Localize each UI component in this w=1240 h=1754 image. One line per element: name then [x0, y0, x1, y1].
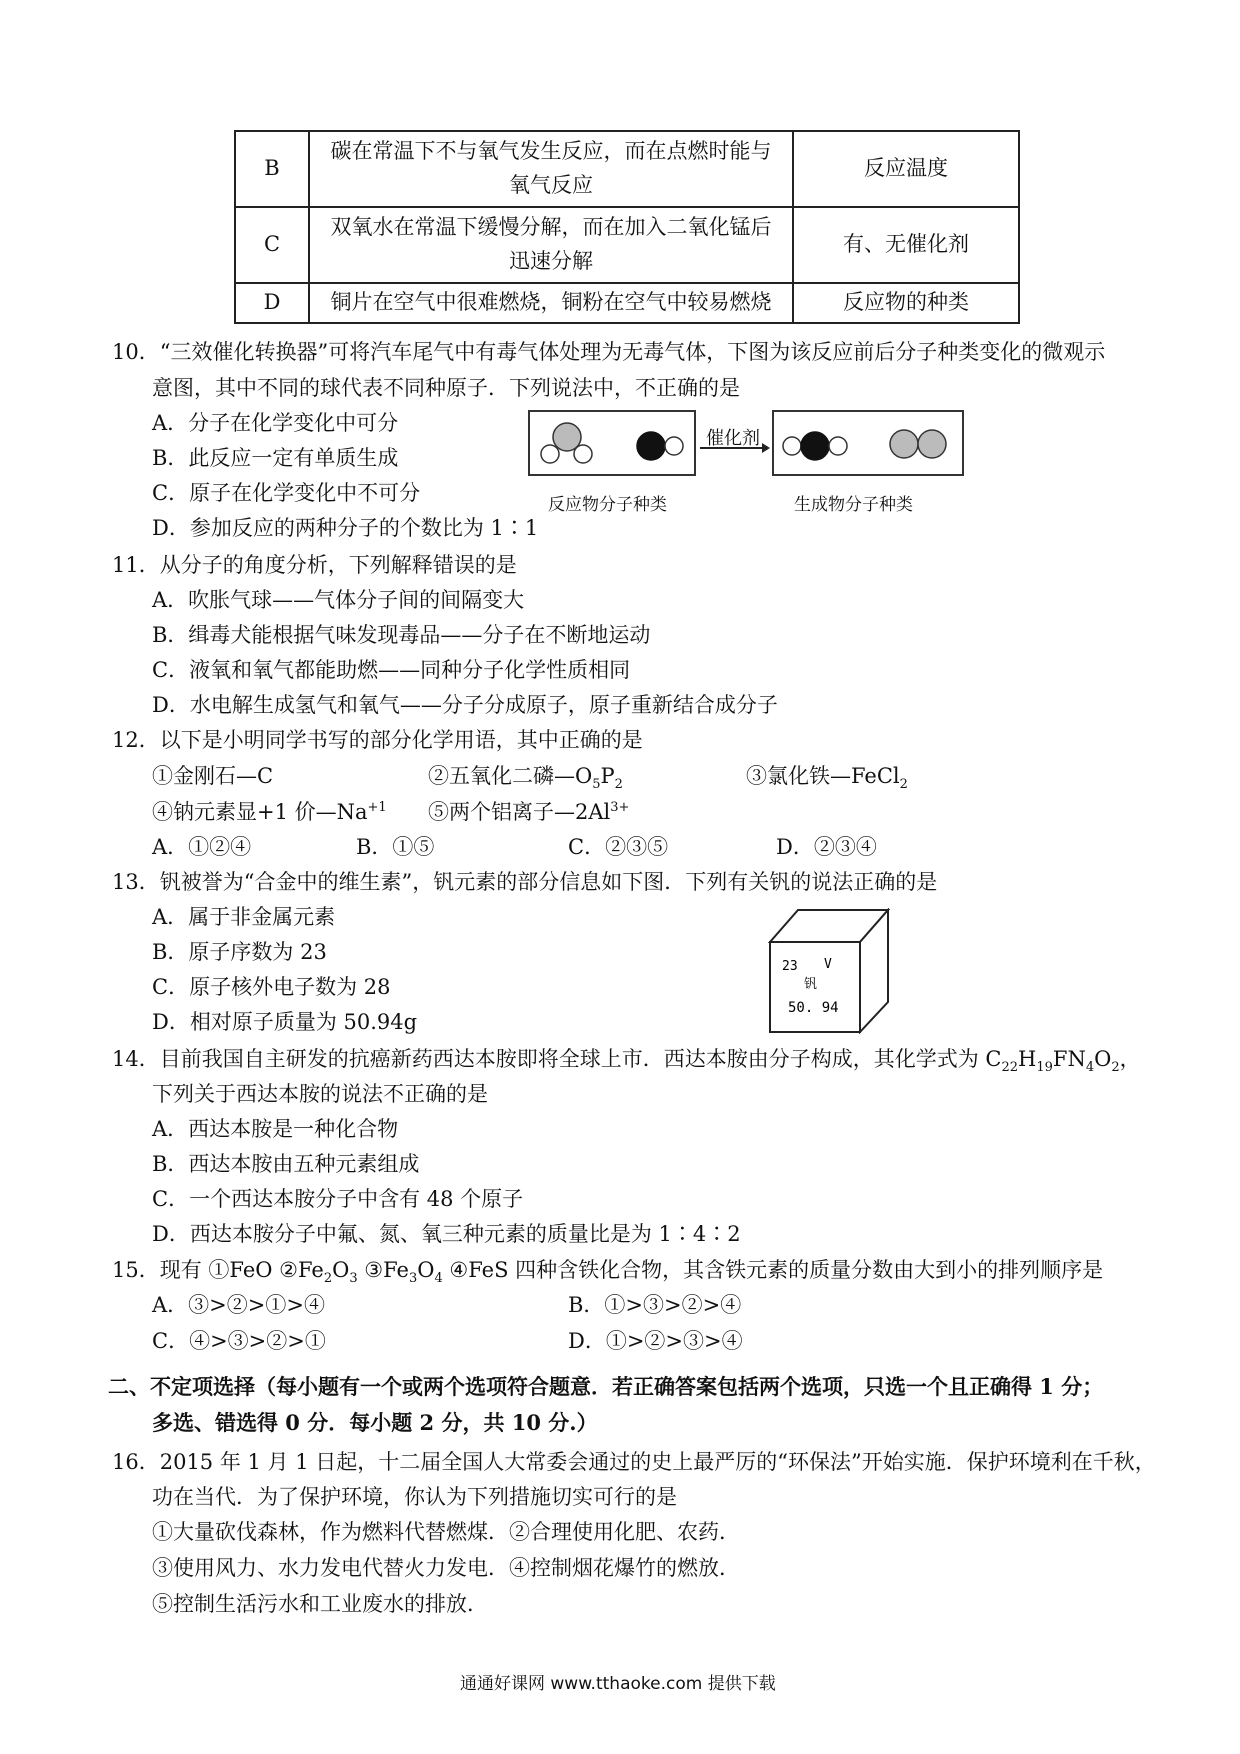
- q10-stem-2: 意图，其中不同的球代表不同种原子．下列说法中，不正确的是: [152, 376, 740, 400]
- q12-option-d: D．②③④: [776, 835, 877, 859]
- q10-option-a: A．分子在化学变化中可分: [152, 411, 399, 435]
- q15-option-b: B．①>③>②>④: [568, 1293, 742, 1317]
- q14-stem-2: 下列关于西达本胺的说法不正确的是: [152, 1082, 488, 1106]
- row-key: C: [235, 207, 309, 283]
- q16-stem-2: 功在当代．为了保护环境，你认为下列措施切实可行的是: [152, 1485, 677, 1509]
- product-molecules: [774, 412, 962, 474]
- table-row: [235, 131, 1019, 207]
- q12-option-c: C．②③⑤: [568, 835, 669, 859]
- row-factor: 反应物的种类: [793, 283, 1019, 323]
- q10-stem-1: 10．“三效催化转换器”可将汽车尾气中有毒气体处理为无毒气体，下图为该反应前后分子种类变化的微观示: [112, 340, 1106, 364]
- reactant-caption: 反应物分子种类: [548, 495, 667, 515]
- atomic-mass: 50. 94: [788, 1000, 839, 1016]
- row-desc: 碳在常温下不与氧气发生反应，而在点燃时能与 氧气反应: [309, 131, 793, 207]
- q13-option-b: B．原子序数为 23: [152, 940, 327, 964]
- q15-option-c: C．④>③>②>①: [152, 1329, 326, 1353]
- reactant-box: [528, 410, 696, 476]
- element-name: 钒: [804, 977, 818, 992]
- q16-item-line-1: ①大量砍伐森林，作为燃料代替燃煤．②合理使用化肥、农药．: [152, 1520, 740, 1544]
- q12-item-2: ②五氧化二磷$—O_5P_2$: [428, 764, 623, 793]
- row-factor: 有、无催化剂: [793, 207, 1019, 283]
- q15-option-d: D．①>②>③>④: [568, 1329, 743, 1353]
- q12-item-1: ①金刚石—C: [152, 764, 274, 788]
- table-row: [235, 283, 1019, 323]
- q16-item-line-2: ③使用风力、水力发电代替火力发电．④控制烟花爆竹的燃放．: [152, 1556, 740, 1580]
- q13-stem: 13．钒被誉为“合金中的维生素”，钒元素的部分信息如下图．下列有关钒的说法正确的是: [112, 870, 938, 894]
- q11-stem: 11．从分子的角度分析，下列解释错误的是: [112, 553, 517, 577]
- catalyst-label: 催化剂: [706, 428, 760, 449]
- q14-option-a: A．西达本胺是一种化合物: [152, 1117, 399, 1141]
- element-symbol: V: [824, 957, 832, 972]
- row-desc: 双氧水在常温下缓慢分解，而在加入二氧化锰后 迅速分解: [309, 207, 793, 283]
- atomic-number: 23: [782, 959, 798, 974]
- product-caption: 生成物分子种类: [794, 495, 913, 515]
- q12-item-3: ③氯化铁—FeCl$_2$: [746, 764, 908, 793]
- q14-option-d: D．西达本胺分子中氟、氮、氧三种元素的质量比是为 1∶4∶2: [152, 1222, 741, 1246]
- row-key: B: [235, 131, 309, 207]
- answer-table: [234, 130, 1020, 324]
- q12-option-a: A．①②④: [152, 835, 252, 859]
- reactant-molecules: [530, 412, 694, 474]
- q15-stem: 15．现有 ①FeO $②Fe_2O_3$ $③Fe_3O_4$ ④FeS 四种含铁化合物，其含铁元素的质量分数由大到小的排列顺序是: [112, 1258, 1104, 1287]
- table-row: [235, 207, 1019, 283]
- q14-stem-1: 14．目前我国自主研发的抗癌新药西达本胺即将全球上市．西达本胺由分子构成，其化学式为 $C_{22}H_{19}FN_4O_2$，: [112, 1047, 1141, 1076]
- q10-option-b: B．此反应一定有单质生成: [152, 446, 399, 470]
- page-footer: 通通好课网 www.tthaoke.com 提供下载: [460, 1674, 776, 1694]
- row-desc: 铜片在空气中很难燃烧，铜粉在空气中较易燃烧: [309, 283, 793, 323]
- q11-option-d: D．水电解生成氢气和氧气——分子分成原子，原子重新结合成分子: [152, 693, 778, 717]
- q10-option-c: C．原子在化学变化中不可分: [152, 481, 421, 505]
- section-2-heading-1: 二、不定项选择（每小题有一个或两个选项符合题意．若正确答案包括两个选项，只选一个且正确得 1 分；: [108, 1374, 1104, 1399]
- q14-option-c: C．一个西达本胺分子中含有 48 个原子: [152, 1187, 524, 1211]
- q11-option-b: B．缉毒犬能根据气味发现毒品——分子在不断地运动: [152, 623, 651, 647]
- q12-option-b: B．①⑤: [356, 835, 435, 859]
- q16-item-line-3: ⑤控制生活污水和工业废水的排放．: [152, 1592, 488, 1616]
- row-factor: 反应温度: [793, 131, 1019, 207]
- q11-option-a: A．吹胀气球——气体分子间的间隔变大: [152, 588, 525, 612]
- q16-stem-1: 16．2015 年 1 月 1 日起，十二届全国人大常委会通过的史上最严厉的“环保法”开始实施．保护环境利在千秋，: [112, 1450, 1156, 1474]
- reaction-arrow-icon: [700, 440, 770, 456]
- q12-stem: 12．以下是小明同学书写的部分化学用语，其中正确的是: [112, 728, 643, 752]
- product-box: [772, 410, 964, 476]
- row-key: D: [235, 283, 309, 323]
- q11-option-c: C．液氧和氧气都能助燃——同种分子化学性质相同: [152, 658, 631, 682]
- q10-option-d: D．参加反应的两种分子的个数比为 1∶1: [152, 516, 539, 540]
- q15-option-a: A．③>②>①>④: [152, 1293, 325, 1317]
- q13-option-a: A．属于非金属元素: [152, 905, 336, 929]
- q12-item-4: ④钠元素显+1 价$—Na^{+1}$: [152, 800, 387, 824]
- vanadium-element-cube: [768, 908, 892, 1034]
- q13-option-c: C．原子核外电子数为 28: [152, 975, 391, 999]
- q13-option-d: D．相对原子质量为 50.94g: [152, 1010, 418, 1034]
- q14-option-b: B．西达本胺由五种元素组成: [152, 1152, 420, 1176]
- section-2-heading-2: 多选、错选得 0 分．每小题 2 分，共 10 分.）: [152, 1410, 598, 1435]
- q12-item-5: ⑤两个铝离子$—2Al^{3+}$: [428, 800, 630, 824]
